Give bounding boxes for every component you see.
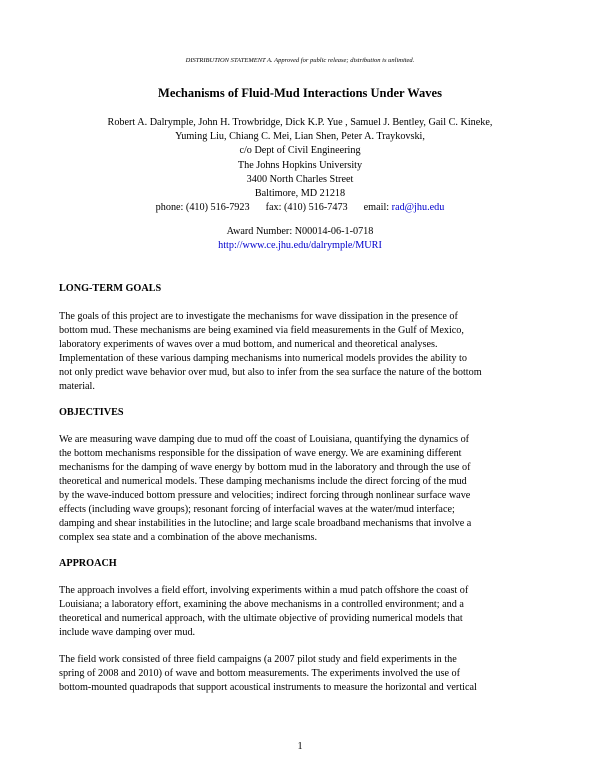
contact-line xyxy=(0,201,600,215)
objectives-line: damping and shear instabilities in the lutocline; and large scale broadband mechanisms that involve a xyxy=(59,518,472,529)
approach-line: theoretical and numerical approach, with the ultimate objective of providing numerical models that xyxy=(59,613,463,624)
objectives-line: effects (including wave groups); resonant forcing of interfacial waves at the water/mud interface; xyxy=(59,504,455,515)
phone-text: phone: (410) 516-7923 xyxy=(155,202,250,214)
approach-line: Louisiana; a laboratory effort, examining the above mechanisms in a controlled environment; and a xyxy=(59,599,464,610)
email-label: email: xyxy=(363,202,390,214)
approach-line: The field work consisted of three field campaigns (a 2007 pilot study and field experiments in the xyxy=(59,654,457,665)
objectives-line: mechanisms for the damping of wave energy by bottom mud in the laboratory and through the use of xyxy=(59,462,471,473)
fax-text: fax: (410) 516-7473 xyxy=(265,202,348,214)
goals-line: material. xyxy=(59,381,95,392)
goals-paragraph xyxy=(59,310,549,394)
distribution-statement: DISTRIBUTION STATEMENT A. Approved for public release; distribution is unlimited. xyxy=(185,57,415,64)
objectives-paragraph xyxy=(59,433,549,545)
award-number: Award Number: N00014-06-1-0718 xyxy=(226,226,374,237)
approach-line: include wave damping over mud. xyxy=(59,627,196,638)
objectives-line: the bottom mechanisms responsible for the dissipation of wave energy. We are examining different xyxy=(59,448,462,459)
address-dept: c/o Dept of Civil Engineering xyxy=(239,145,361,157)
heading-approach: APPROACH xyxy=(59,558,117,569)
goals-line: The goals of this project are to investigate the mechanisms for wave dissipation in the presence of xyxy=(59,311,458,322)
goals-line: Implementation of these various damping mechanisms into numerical models provides the ability to xyxy=(59,353,467,364)
page-number: 1 xyxy=(297,741,303,752)
author-block xyxy=(0,116,600,215)
approach-line: spring of 2008 and 2010) of wave and bottom measurements. The experiments involved the use of xyxy=(59,668,460,679)
paper-title: Mechanisms of Fluid-Mud Interactions Under Waves xyxy=(158,86,442,100)
goals-line: not only predict wave behavior over mud, but also to infer from the sea surface the nature of the bottom xyxy=(59,367,482,378)
goals-line: laboratory experiments of waves over a mud bottom, and numerical and theoretical analyses. xyxy=(59,339,438,350)
authors-line-1: Robert A. Dalrymple, John H. Trowbridge, Dick K.P. Yue , Samuel J. Bentley, Gail C. Kineke, xyxy=(107,117,493,128)
objectives-line: We are measuring wave damping due to mud off the coast of Louisiana, quantifying the dynamics of xyxy=(59,434,470,445)
address-street: 3400 North Charles Street xyxy=(246,173,354,185)
approach-paragraph-1 xyxy=(59,584,549,640)
email-link[interactable]: rad@jhu.edu xyxy=(391,202,445,214)
objectives-line: by the wave-induced bottom pressure and velocities; indirect forcing through nonlinear surface wave xyxy=(59,490,471,501)
heading-long-term-goals: LONG-TERM GOALS xyxy=(59,283,162,294)
award-block xyxy=(0,225,600,253)
objectives-line: complex sea state and a combination of the above mechanisms. xyxy=(59,532,318,543)
address-university: The Johns Hopkins University xyxy=(237,159,363,171)
approach-paragraph-2 xyxy=(59,653,549,695)
goals-line: bottom mud. These mechanisms are being examined via field measurements in the Gulf of Mexico, xyxy=(59,325,464,336)
approach-line: The approach involves a field effort, involving experiments within a mud patch offshore the coast of xyxy=(59,585,469,596)
approach-line: bottom-mounted quadrapods that support acoustical instruments to measure the horizontal and vertical xyxy=(59,682,477,693)
authors-line-2: Yuming Liu, Chiang C. Mei, Lian Shen, Peter A. Traykovski, xyxy=(175,131,425,143)
project-url-link[interactable]: http://www.ce.jhu.edu/dalrymple/MURI xyxy=(218,240,382,252)
objectives-line: theoretical and numerical models. These damping mechanisms include the direct forcing of the mud xyxy=(59,476,467,487)
address-city: Baltimore, MD 21218 xyxy=(254,188,346,200)
heading-objectives: OBJECTIVES xyxy=(59,407,124,418)
